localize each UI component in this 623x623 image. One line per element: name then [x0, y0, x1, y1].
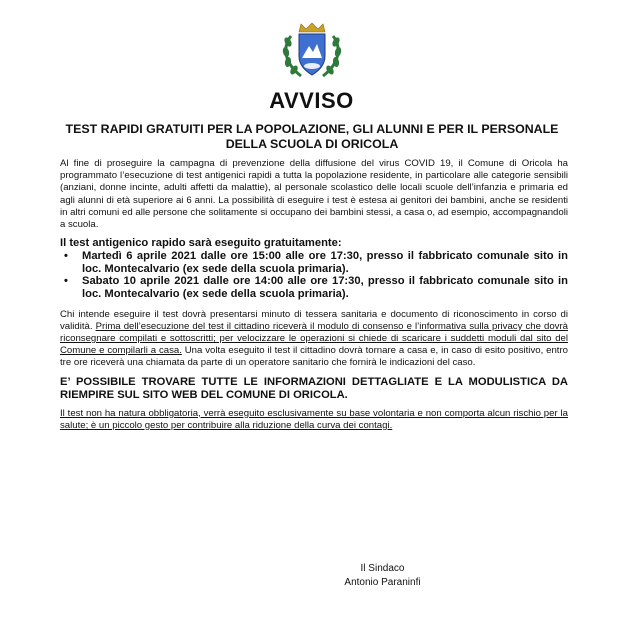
bullet-icon: •	[64, 250, 68, 263]
voluntary-notice: Il test non ha natura obbligatoria, verrà eseguito esclusivamente su base volontaria e non comporta alcun rischio per la salute; è un piccolo gesto per contribuire alla riduzione della curva dei contagi.	[60, 407, 568, 431]
free-test-heading: Il test antigenico rapido sarà eseguito gratuitamente:	[60, 237, 342, 250]
page-subtitle: TEST RAPIDI GRATUITI PER LA POPOLAZIONE, GLI ALUNNI E PER IL PERSONALE DELLA SCUOLA DI ORICOLA	[65, 122, 559, 151]
consent-instructions: Prima dell’esecuzione del test il cittadino riceverà il modulo di consenso e l’informativa sulla privacy che dovrà riconsegnare compilati e sottoscritti; per velocizzare le operazioni si chiede di scaricare i suddetti moduli dal sito del Comune e compilarli a casa.	[60, 320, 568, 357]
bullet-icon: •	[64, 275, 68, 288]
test-dates-list	[60, 250, 568, 300]
date-entry-1: Martedì 6 aprile 2021 dalle ore 15:00 alle ore 17:30, presso il fabbricato comunale sito in loc. Montecalvario (ex sede della scuola primaria).	[82, 250, 568, 275]
municipal-crest-icon	[279, 22, 345, 80]
page-title: AVVISO	[269, 88, 354, 113]
list-item	[60, 275, 568, 300]
signature-name: Antonio Paraninfi	[344, 577, 421, 588]
requirements-text: Chi intende eseguire il test dovrà presentarsi minuto di tessera sanitaria e documento di riconoscimento in corso di validità.	[60, 308, 568, 332]
intro-paragraph: Al fine di proseguire la campagna di prevenzione della diffusione del virus COVID 19, il Comune di Oricola ha programmato l’esecuzione di test antigenici rapidi a tutta la popolazione residente, in particolare alle categorie sensibili (anziani, donne incinte, adulti affetti da malattie), al personale scolastico delle locali scuole dell’infanzia e primaria ed agli alunni di età superiore ai 6 anni. La possibilità di eseguire i test è estesa ai genitori dei bambini, anche se residenti in altri comuni ed alle persone che solitamente si occupano dei bambini stessi, a casa o, ad esempio, accompagnandoli a scuola.	[60, 158, 568, 231]
notice-body	[60, 158, 568, 432]
requirements-paragraph	[60, 309, 568, 370]
list-item	[60, 250, 568, 275]
date-entry-2: Sabato 10 aprile 2021 dalle ore 14:00 alle ore 17:30, presso il fabbricato comunale sito in loc. Montecalvario (ex sede della scuola primaria).	[82, 275, 568, 300]
website-notice: E’ POSSIBILE TROVARE TUTTE LE INFORMAZIONI DETTAGLIATE E LA MODULISTICA DA RIEMPIRE SUL SITO WEB DEL COMUNE DI ORICOLA.	[60, 375, 568, 401]
signature-role: Il Sindaco	[360, 563, 405, 574]
result-instructions: Una volta eseguito il test il cittadino dovrà tornare a casa e, in caso di esito positivo, entro tre ore riceverà una chiamata da parte di un operatore sanitario che fornirà le indicazioni del caso.	[60, 345, 568, 369]
signature-block	[0, 562, 623, 590]
